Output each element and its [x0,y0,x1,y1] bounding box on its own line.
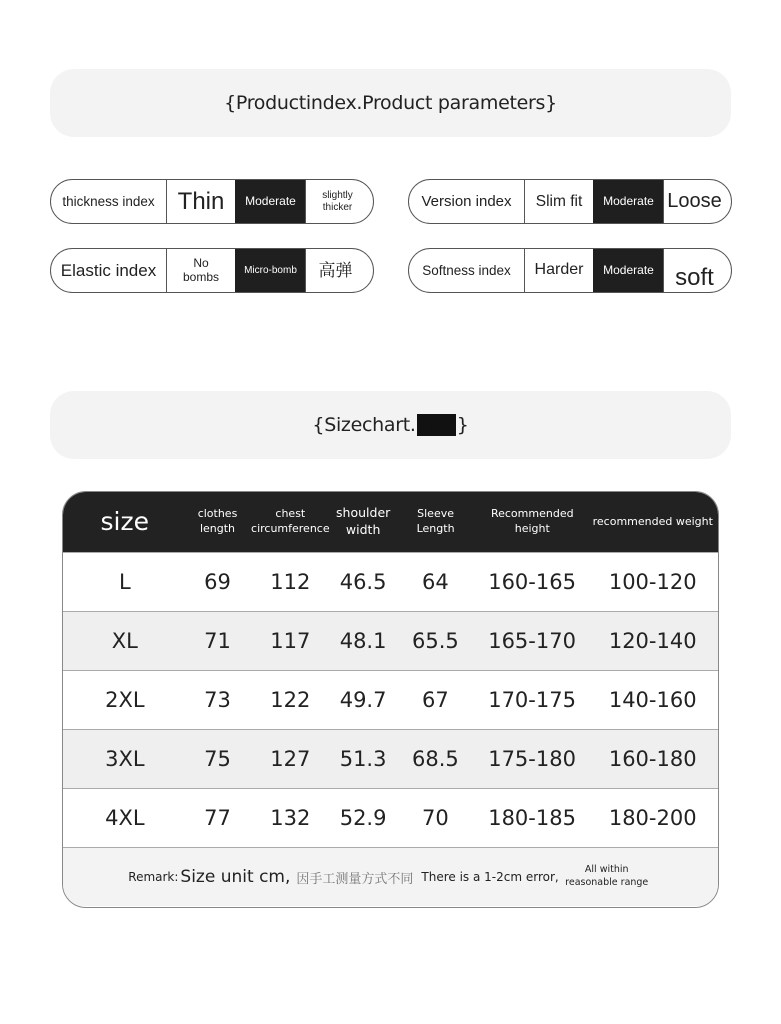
header-recommended-height: Recommended height [490,507,574,535]
version-index-label: Version index [421,192,512,210]
softness-index-pill [408,248,732,293]
table-cell: 49.7 [339,688,387,712]
table-row [63,552,718,611]
thickness-option-thin: Thin [166,180,235,223]
table-cell: 46.5 [339,570,387,594]
thickness-option-moderate: Moderate [235,180,305,223]
remark-error: There is a 1-2cm error, [421,870,559,884]
header-size: size [100,507,149,537]
table-cell: 70 [422,806,449,830]
version-option-loose: Loose [663,180,731,223]
table-row [63,729,718,788]
table-cell: 65.5 [411,629,459,653]
remark-unit: Size unit cm, [180,867,291,887]
table-cell: L [118,570,131,594]
table-row [63,611,718,670]
header-recommended-weight: recommended weight [592,514,713,528]
remark-chinese: 因手工测量方式不同 [296,871,414,887]
table-cell: 175-180 [488,747,576,771]
table-cell: 4XL [105,806,145,830]
table-cell: 67 [422,688,449,712]
table-cell: 165-170 [488,629,576,653]
table-cell: 68.5 [411,747,459,771]
remark-range: All within reasonable range [565,864,649,888]
table-cell: 180-200 [608,806,697,830]
thickness-index-pill [50,179,374,224]
table-cell: 51.3 [339,747,387,771]
table-cell: 112 [270,570,311,594]
table-row [63,788,718,847]
table-cell: 75 [204,747,231,771]
table-cell: 52.9 [339,806,387,830]
table-cell: 77 [204,806,231,830]
table-cell: 170-175 [488,688,576,712]
size-chart-title-prefix: {Sizechart. [312,414,416,436]
table-cell: 69 [204,570,231,594]
version-option-slim-fit: Slim fit [524,180,593,223]
size-chart-banner [50,391,731,459]
softness-option-soft: soft [663,249,731,292]
thickness-option-slightly-thicker: slightly thicker [305,180,373,223]
elastic-option-micro-bomb: Micro-bomb [235,249,305,292]
header-chest-circumference: chest circumference [251,507,330,535]
softness-index-label: Softness index [422,262,511,278]
table-row [63,670,718,729]
table-cell: 180-185 [488,806,576,830]
softness-option-moderate: Moderate [593,249,663,292]
thickness-index-label: thickness index [62,193,155,209]
table-cell: 48.1 [339,629,387,653]
elastic-option-high-elastic: 高弹 [305,249,373,292]
table-cell: 117 [270,629,311,653]
table-cell: 2XL [105,688,145,712]
table-cell: 122 [270,688,311,712]
table-cell: 160-165 [488,570,576,594]
table-cell: 3XL [105,747,145,771]
size-table [62,491,719,908]
table-cell: 100-120 [608,570,697,594]
elastic-option-no-bombs: No bombs [166,249,235,292]
header-clothes-length: clothes length [197,507,238,535]
header-sleeve-length: Sleeve Length [416,507,455,535]
table-cell: 64 [422,570,449,594]
remark-prefix: Remark: [128,870,179,884]
header-shoulder-width: shoulder width [336,505,391,537]
elastic-index-pill [50,248,374,293]
elastic-index-label: Elastic index [60,260,157,280]
table-cell: XL [111,629,138,653]
product-parameters-title: {Productindex.Product parameters} [224,92,557,114]
table-cell: 73 [204,688,231,712]
softness-option-harder: Harder [524,249,593,292]
table-cell: 120-140 [608,629,697,653]
table-remark [63,847,718,906]
size-chart-title-redacted: ???? [416,414,456,436]
product-parameters-banner [50,69,731,137]
table-cell: 132 [270,806,311,830]
table-cell: 140-160 [608,688,697,712]
size-chart-title-suffix: } [456,414,469,436]
table-cell: 127 [270,747,311,771]
table-cell: 160-180 [608,747,697,771]
table-cell: 71 [204,629,231,653]
version-option-moderate: Moderate [593,180,663,223]
version-index-pill [408,179,732,224]
size-table-header [63,492,718,552]
